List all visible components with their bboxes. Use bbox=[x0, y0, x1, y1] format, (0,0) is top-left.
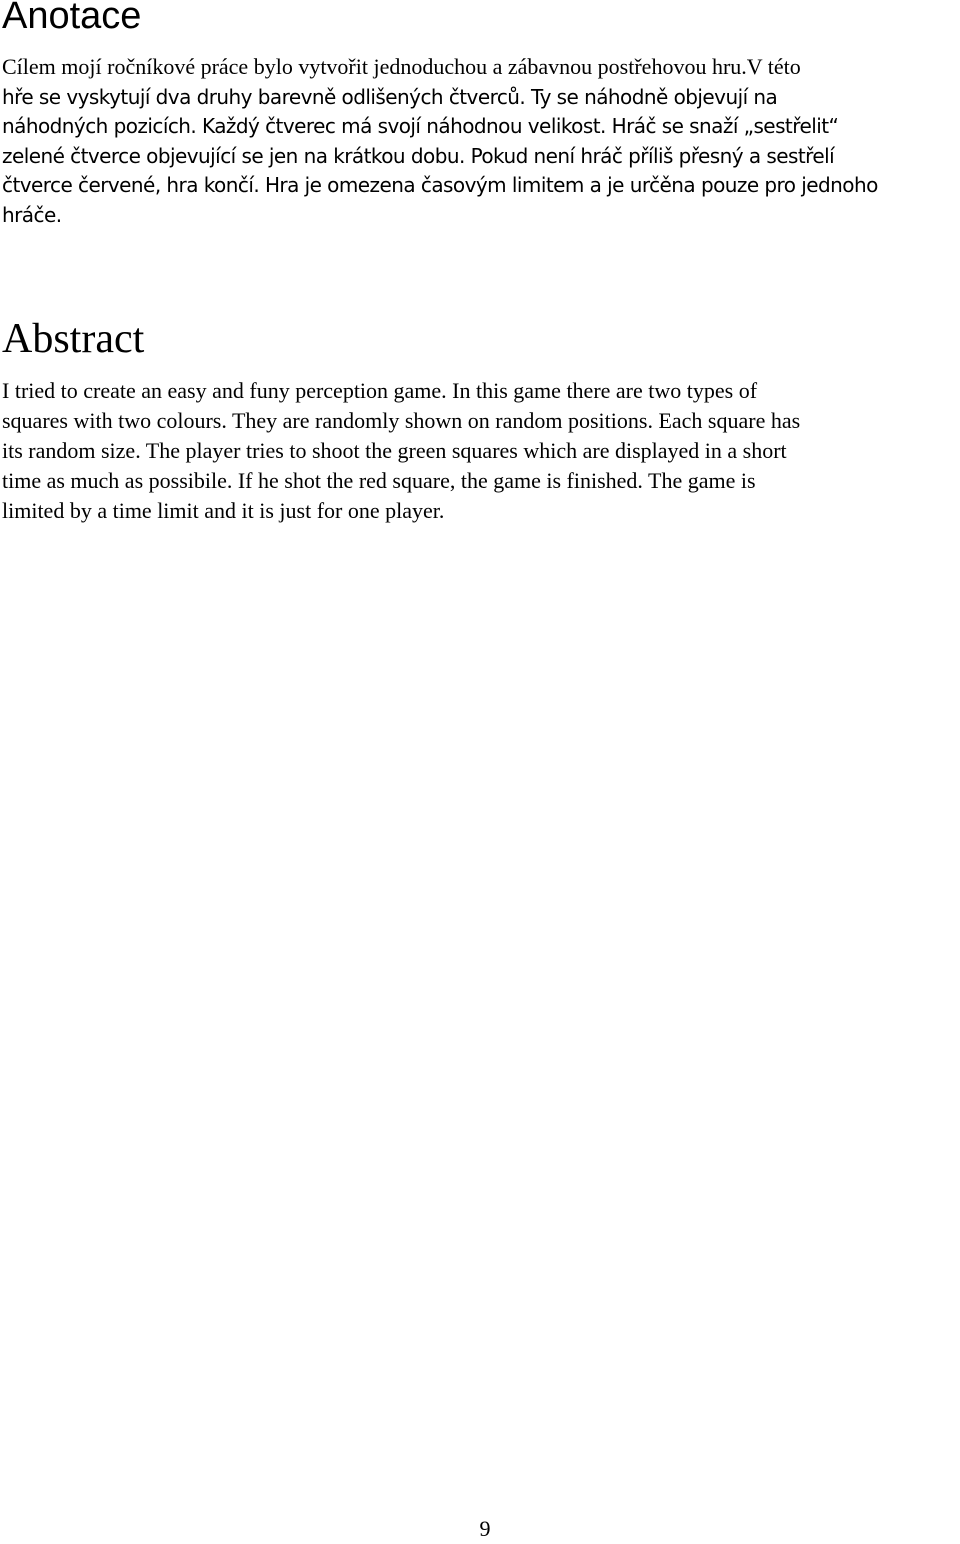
anotace-line-5: čtverce červené, hra končí. Hra je omezena časovým limitem a je určěna pouze pro jednoho bbox=[2, 173, 878, 197]
anotace-paragraph bbox=[2, 52, 960, 230]
abstract-line-5: limited by a time limit and it is just for one player. bbox=[2, 498, 445, 523]
page-number: 9 bbox=[479, 1516, 491, 1541]
anotace-heading: Anotace bbox=[2, 0, 142, 37]
abstract-paragraph bbox=[2, 376, 960, 526]
abstract-line-1: I tried to create an easy and funy perception game. In this game there are two types of bbox=[2, 378, 758, 403]
anotace-line-3: náhodných pozicích. Každý čtverec má svojí náhodnou velikost. Hráč se snaží „sestřelit“ bbox=[2, 114, 839, 138]
abstract-line-4: time as much as possibile. If he shot the red square, the game is finished. The game is bbox=[2, 468, 756, 493]
anotace-line-1: Cílem mojí ročníkové práce bylo vytvořit jednoduchou a zábavnou postřehovou hru.V této bbox=[2, 54, 801, 79]
anotace-line-2: hře se vyskytují dva druhy barevně odlišených čtverců. Ty se náhodně objevují na bbox=[2, 84, 778, 109]
abstract-line-2: squares with two colours. They are randomly shown on random positions. Each square has bbox=[2, 408, 801, 433]
abstract-line-3: its random size. The player tries to shoot the green squares which are displayed in a short bbox=[2, 438, 787, 463]
anotace-line-4: zelené čtverce objevující se jen na krátkou dobu. Pokud není hráč příliš přesný a sestřelí bbox=[2, 143, 835, 168]
anotace-line-6: hráče. bbox=[2, 202, 62, 227]
abstract-heading: Abstract bbox=[2, 316, 145, 362]
